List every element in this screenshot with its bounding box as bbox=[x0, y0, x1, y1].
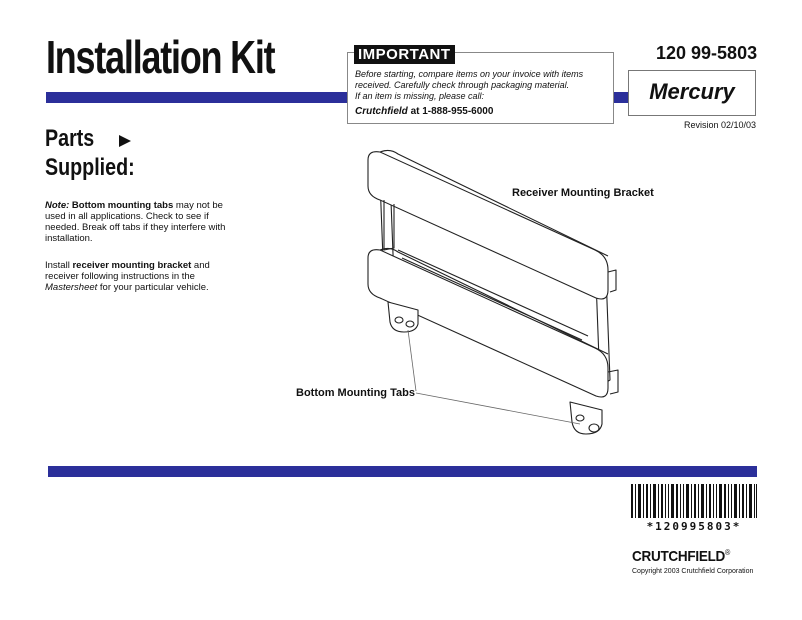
registered-mark: ® bbox=[725, 548, 731, 557]
label-bottom-tabs: Bottom Mounting Tabs bbox=[296, 387, 415, 399]
barcode-icon bbox=[631, 484, 757, 518]
important-label: IMPORTANT bbox=[354, 45, 455, 64]
part-number: 120 99-5803 bbox=[656, 43, 758, 63]
phone-number: at 1-888-955-6000 bbox=[410, 106, 494, 117]
install-middle: and receiver following instructions in the bbox=[45, 260, 210, 282]
parts-heading-line2: Supplied: bbox=[45, 154, 135, 181]
revision-date: Revision 02/10/03 bbox=[684, 120, 757, 130]
important-line2: If an item is missing, please call: bbox=[355, 91, 485, 101]
barcode-number: *120995803* bbox=[646, 520, 742, 533]
install-prefix: Install bbox=[45, 260, 70, 271]
install-mastersheet: Mastersheet bbox=[45, 282, 98, 293]
vehicle-make: Mercury bbox=[649, 79, 735, 104]
install-suffix: for your particular vehicle. bbox=[99, 282, 209, 293]
brand-name: CRUTCHFIELD bbox=[632, 548, 726, 565]
crutchfield-logo bbox=[632, 548, 730, 565]
install-term: receiver mounting bracket bbox=[72, 260, 192, 271]
page-title: Installation Kit bbox=[46, 31, 275, 83]
important-line1: Before starting, compare items on your invoice with items received. Carefully check through packaging material. bbox=[355, 69, 584, 90]
note-lead: Note: bbox=[45, 200, 70, 211]
footer-bar bbox=[48, 466, 757, 477]
parts-heading-line1: Parts bbox=[45, 125, 95, 152]
note-text: may not be used in all applications. Check to see if needed. Break off tabs if they interfere with installation. bbox=[45, 200, 226, 244]
copyright: Copyright 2003 Crutchfield Corporation bbox=[632, 568, 754, 575]
label-receiver-bracket: Receiver Mounting Bracket bbox=[512, 187, 654, 199]
note-term: Bottom mounting tabs bbox=[71, 200, 174, 211]
company-name: Crutchfield bbox=[355, 106, 408, 117]
